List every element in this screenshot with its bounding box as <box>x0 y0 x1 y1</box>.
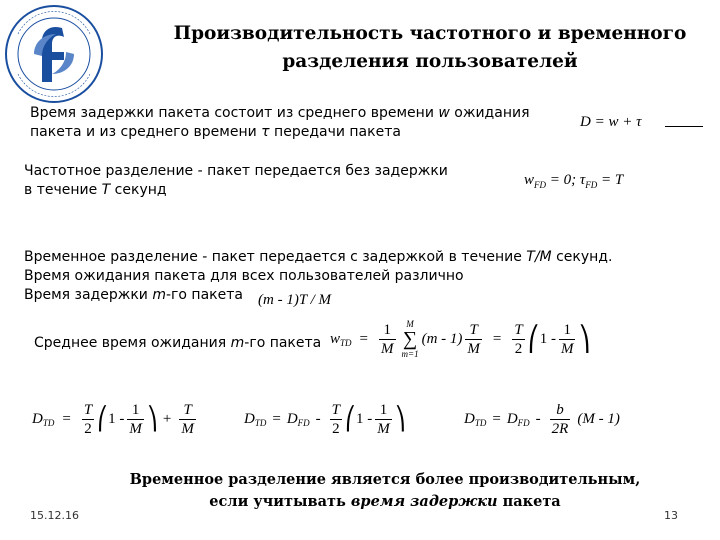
intro-line-2: пакета и из среднего времени τ передачи пакета <box>30 124 401 140</box>
avg-label: Среднее время ожидания m-го пакета <box>34 335 322 351</box>
tdma-line-2: Время ожидания пакета для всех пользователей различно <box>24 268 464 284</box>
intro-line-1: Время задержки пакета состоит из среднего времени w ожидания <box>30 105 530 121</box>
university-emblem-icon <box>4 4 104 104</box>
intro-text <box>30 104 530 142</box>
conclusion-line-1: Временное разделение является более производительным, <box>129 471 641 488</box>
tdma-delay-formula: (m - 1)T / M <box>258 292 332 308</box>
tdma-line-3: Время задержки m-го пакета <box>24 287 243 303</box>
fdma-formula: $w_{FD} = 0$; $\tau_{FD} = T$ <box>524 172 624 190</box>
fdma-text <box>24 162 448 200</box>
avg-formula: w TD = $\frac{1}{M}$ M ∑ m=1 (m - 1) $\frac{T}{M}$ = $\frac{T}{2}$ ⎛ 1 - $\frac{1}{M}$ ⎞ <box>330 319 591 359</box>
title-line-1: Производительность частотного и временного <box>173 23 687 44</box>
slide-number: 13 <box>664 509 678 522</box>
delay-formula: D = w + τ <box>580 114 642 130</box>
conclusion-line-2: если учитывать время задержки пакета <box>209 493 561 510</box>
title-line-2: разделения пользователей <box>282 51 578 72</box>
slide-title <box>150 20 710 76</box>
formula-underline <box>665 126 703 127</box>
fdma-line-2: в течение T секунд <box>24 182 167 198</box>
fdma-line-1: Частотное разделение - пакет передается без задержки <box>24 163 448 179</box>
equation-1: D TD = $\frac{T}{2}$ ⎛ 1 - $\frac{1}{M}$ ⎞ + $\frac{T}{M}$ <box>32 401 194 437</box>
tdma-line-1: Временное разделение - пакет передается с задержкой в течение T/M секунд. <box>24 249 613 265</box>
equation-2: D TD = D FD - $\frac{T}{2}$ ⎛ 1 - $\frac{1}{M}$ ⎞ <box>244 401 406 437</box>
equation-3: D TD = D FD - $\frac{b}{2R}$ (M - 1) <box>464 401 620 437</box>
slide-date: 15.12.16 <box>30 509 79 522</box>
conclusion <box>100 469 670 513</box>
